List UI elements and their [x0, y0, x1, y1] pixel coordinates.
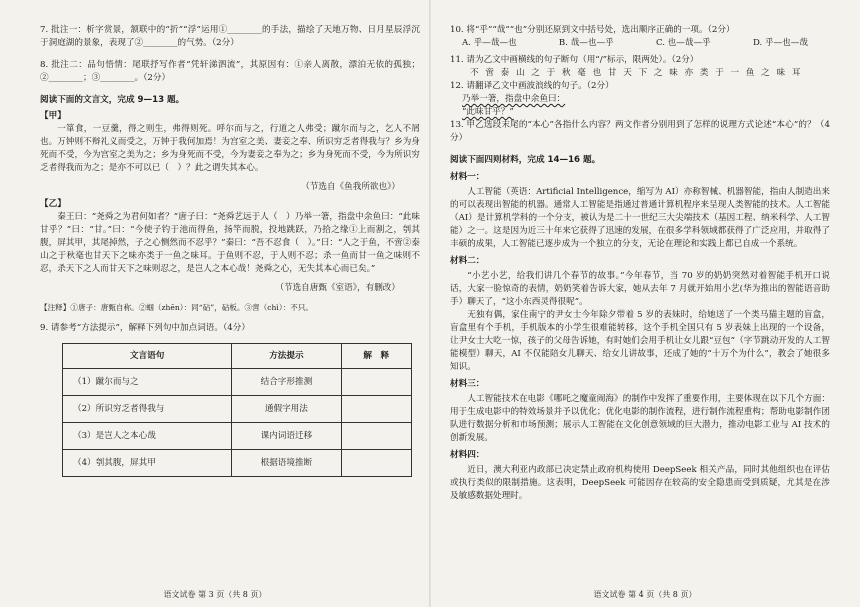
page-right — [430, 0, 860, 607]
section-heading-classical: 阅读下面的文言文，完成 9—13 题。 — [40, 95, 185, 105]
passage-yi-text: 秦王曰：“尧舜之为君何如者？”唐子曰：“尧舜艺远于人（ ）乃举一箸，指盘中余鱼曰：“此味甘乎？”曰：“甘。”曰：“今使子钓于池而得鱼，扬竿而脱，投地跳跃，乃拾之缘①上而割之，刳其腹，屏其甲，其尾掉然，子之心恻然而不忍乎？”秦曰：“吾不忍食（ ）。”曰：“人之于鱼，不啻②泰山之于秋毫也甘天下之味亦类于一鱼之味耳。于鱼则不忍，于人则不忍；杀一鱼而甘一鱼之味则不忍，杀天下之人而甘天下之味则忍之，是岂人之本心哉！尧舜之心，无失其本心而已矣。” — [40, 212, 420, 274]
material-2-title: 材料二： — [450, 256, 485, 266]
passage-yi-source: （节选自唐甄《室语》，有删改） — [275, 283, 400, 293]
method-table — [62, 343, 412, 477]
table-cell-sentence: （2）所识穷乏者得我与 — [63, 396, 232, 423]
table-header: 解 释 — [341, 344, 411, 369]
table-cell-method: 通假字用法 — [232, 396, 341, 423]
table-cell-method: 根据语境推断 — [232, 450, 341, 477]
question-12: 12. 请翻译乙文中画波浪线的句子。（2分） — [450, 81, 614, 91]
table-header-row — [63, 344, 412, 369]
table-row — [63, 450, 412, 477]
table-cell-sentence: （1）蹴尔而与之 — [63, 369, 232, 396]
material-2-text-1: “小艺小艺，给我们讲几个春节的故事。”今年春节，当 70 岁的奶奶突然对着智能手机开口说话，大家一脸惊奇的表情，奶奶笑着告诉大家，她从去年 7 月就开始用小艺(华为推出的智能语音助手）聊天了，“这小东西灵得很呢”。 — [450, 271, 830, 307]
question-7: 7. 批注一：析字赏景，颔联中的“折”“浮”运用①________的手法，描绘了天地万物、日月星辰浮沉于洞庭湖的景象，表现了②________的气势。（2分） — [40, 25, 420, 48]
question-12-sentence-cont — [450, 106, 830, 119]
passage-yi-label: 【乙】 — [40, 199, 66, 209]
question-12-sentence-a: 乃举一箸，指盘中余鱼曰： — [462, 94, 566, 104]
page-footer-right: 语文试卷 第 4 页（共 8 页） — [593, 590, 697, 599]
passage-jia-source: （节选自《鱼我所欲也》） — [301, 182, 400, 192]
table-header: 方法提示 — [232, 344, 341, 369]
annotation-note: 【注释】①唐子：唐甄自称。②蝈（zhēn）：同“砧”，砧板。③啻（chì）：不只。 — [40, 303, 314, 312]
option-d: D. 乎—也—哉 — [752, 38, 808, 48]
table-cell-method: 结合字形推测 — [232, 369, 341, 396]
material-2-text-2: 无独有偶，家住南宁的尹女士今年除夕带着 5 岁的表妹时，给她送了一个类马猫主题的盲盒，盲盒里有个手机，手机版本的小学生很难能转移，这个手机全国只有 5 岁表妹上出现的一个设备，让尹女士大吃一惊，孩子的父母告诉她，有时她们会用手机让女儿跟“豆包”（字节跳动开发的人工智能模型）聊天，AI 不仅能陪女儿聊天、给女儿讲故事，还成了她的“十万个为什么”，教会了她很多知识。 — [450, 310, 830, 372]
question-13: 13. 甲乙选段末尾的“本心”各指什么内容？两文作者分别用到了怎样的说理方式论述“本心”的？（4分） — [450, 120, 830, 143]
page-footer-left: 语文试卷 第 3 页（共 8 页） — [163, 590, 267, 599]
question-10-options — [450, 37, 830, 50]
table-cell-sentence: （3）是岂人之本心哉 — [63, 423, 232, 450]
table-cell-answer[interactable] — [341, 369, 411, 396]
material-3-text: 人工智能技术在电影《哪吒之魔童闹海》的制作中发挥了重要作用，主要体现在以下几个方面：用于生成电影中的特效场景并予以优化；优化电影的制作流程，进行制作流程重构；帮助电影制作团队进行数据分析和市场预测；展示人工智能在文化创意领域的巨大潜力，推动电影工业与 AI 技术的创新发展。 — [450, 394, 830, 443]
table-row — [63, 396, 412, 423]
table-cell-method: 课内词语迁移 — [232, 423, 341, 450]
passage-jia-label: 【甲】 — [40, 111, 66, 121]
question-11: 11. 请为乙文中画横线的句子断句（用“/”标示，限两处）。（2分） — [450, 55, 699, 65]
material-1-text: 人工智能（英语：Artificial Intelligence，缩写为 AI）亦称智械、机器智能，指由人制造出来的可以表现出智能的机器。通常人工智能是指通过普通计算机程序来呈现人类智能的技术。人工智能（AI）是计算机学科的一个分支，被认为是二十一世纪三大尖端技术（基因工程、纳米科学、人工智能）之一。这是因为近三十年来它获得了迅速的发展，在很多学科领域都获得了广泛应用，并取得了丰硕的成果，人工智能已逐步成为一个独立的分支，无论在理论和实践上都已自成一个系统。 — [450, 187, 830, 249]
material-4-text: 近日，澳大利亚内政部已决定禁止政府机构使用 DeepSeek 相关产品，同时其他组织也在评估或执行类似的限制措施。这表明，DeepSeek 可能因存在较高的安全隐患而受到质疑，尤其是在涉及敏感数据处理时。 — [450, 465, 830, 501]
material-4-title: 材料四： — [450, 450, 485, 460]
option-a: A. 乎—哉—也 — [462, 38, 517, 48]
table-cell-sentence: （4）刳其腹，屏其甲 — [63, 450, 232, 477]
table-cell-answer[interactable] — [341, 423, 411, 450]
option-b: B. 哉—也—乎 — [558, 38, 614, 48]
question-9: 9. 请参考“方法提示”，解释下列句中加点词语。（4分） — [40, 323, 250, 333]
table-cell-answer[interactable] — [341, 396, 411, 423]
question-12-sentence — [450, 93, 830, 106]
question-10: 10. 将“乎”“哉”“也”分别还原到文中括号处，选出顺序正确的一项。（2分） — [450, 25, 735, 35]
question-12-sentence-b: “此味甘乎？” — [462, 107, 514, 117]
section-heading-materials: 阅读下面四则材料，完成 14—16 题。 — [450, 155, 601, 165]
table-header: 文言语句 — [63, 344, 232, 369]
table-cell-answer[interactable] — [341, 450, 411, 477]
table-row — [63, 369, 412, 396]
passage-jia-text: 一箪食，一豆羹，得之则生，弗得则死。呼尔而与之，行道之人弗受；蹴尔而与之，乞人不屑也。万钟则不辩礼义而受之，万钟于我何加焉！为宫室之美、妻妾之奉、所识穷乏者得我与？乡为身死而不受，今为宫室之美为之；乡为身死而不受，今为妻妾之奉为之；乡为身死而不受，今为所识穷乏者得我而为之；是亦不可以已（ ）？此之谓失其本心。 — [40, 124, 420, 173]
option-c: C. 也—哉—乎 — [655, 38, 711, 48]
material-1-title: 材料一： — [450, 172, 485, 182]
table-row — [63, 423, 412, 450]
question-11-sentence: 不 啻 泰 山 之 于 秋 毫 也 甘 天 下 之 味 亦 类 于 一 鱼 之 味 耳 — [470, 68, 803, 78]
material-3-title: 材料三： — [450, 379, 485, 389]
question-8: 8. 批注二：品句悟情：尾联抒写作者“凭轩涕泗流”，其原因有：①亲人离散，漂泊无依的孤独；②________；③________。（2分） — [40, 60, 420, 83]
